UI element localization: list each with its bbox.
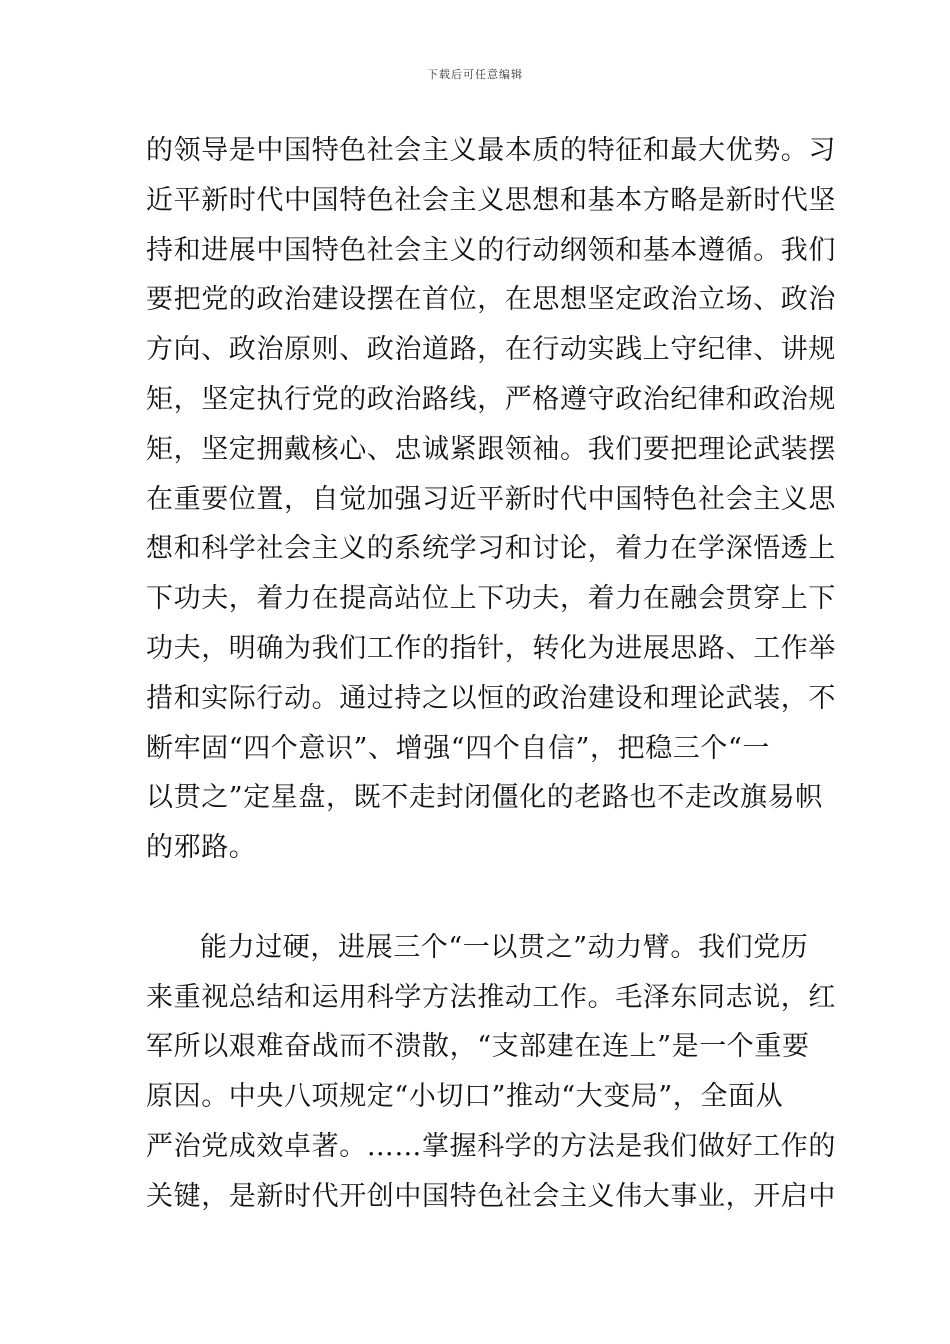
paragraph-line: 严治党成效卓著。……掌握科学的方法是我们做好工作的 xyxy=(146,1130,836,1162)
paragraph-line: 方向、政治原则、政治道路，在行动实践上守纪律、讲规 xyxy=(146,334,836,366)
paragraph-line: 原因。中央八项规定“小切口”推动“大变局”，全面从 xyxy=(146,1081,784,1113)
paragraph-line: 矩，坚定执行党的政治路线，严格遵守政治纪律和政治规 xyxy=(146,383,836,415)
paragraph-line: 的邪路。 xyxy=(146,832,257,864)
paragraph-line: 在重要位置，自觉加强习近平新时代中国特色社会主义思 xyxy=(146,483,836,515)
document-body xyxy=(146,126,836,1222)
paragraph-line: 要把党的政治建设摆在首位，在思想坚定政治立场、政治 xyxy=(146,284,836,316)
paragraph-line: 军所以艰难奋战而不溃散，“支部建在连上”是一个重要 xyxy=(146,1031,810,1063)
paragraph-line: 以贯之”定星盘，既不走封闭僵化的老路也不走改旗易帜 xyxy=(146,782,823,814)
paragraph-line: 近平新时代中国特色社会主义思想和基本方略是新时代坚 xyxy=(146,184,836,216)
paragraph-line: 矩，坚定拥戴核心、忠诚紧跟领袖。我们要把理论武装摆 xyxy=(146,433,836,465)
paragraph-1 xyxy=(146,126,836,873)
paragraph-spacer xyxy=(146,873,810,923)
paragraph-line: 的领导是中国特色社会主义最本质的特征和最大优势。习 xyxy=(146,135,836,166)
paragraph-line: 断牢固“四个意识”、增强“四个自信”，把稳三个“一 xyxy=(146,732,771,764)
paragraph-line: 想和科学社会主义的系统学习和讨论，着力在学深悟透上 xyxy=(146,533,836,565)
paragraph-line: 持和进展中国特色社会主义的行动纲领和基本遵循。我们 xyxy=(146,234,836,266)
paragraph-line: 下功夫，着力在提高站位上下功夫，着力在融会贯穿上下 xyxy=(146,583,836,615)
paragraph-line: 措和实际行动。通过持之以恒的政治建设和理论武装，不 xyxy=(146,682,836,714)
paragraph-line: 来重视总结和运用科学方法推动工作。毛泽东同志说，红 xyxy=(146,981,836,1013)
paragraph-2 xyxy=(146,923,836,1222)
paragraph-line: 能力过硬，进展三个“一以贯之”动力臂。我们党历 xyxy=(200,931,809,963)
paragraph-line: 关键，是新时代开创中国特色社会主义伟大事业，开启中 xyxy=(146,1180,836,1212)
page-header: 下载后可任意编辑 xyxy=(427,68,523,81)
paragraph-line: 功夫，明确为我们工作的指针，转化为进展思路、工作举 xyxy=(146,632,836,664)
